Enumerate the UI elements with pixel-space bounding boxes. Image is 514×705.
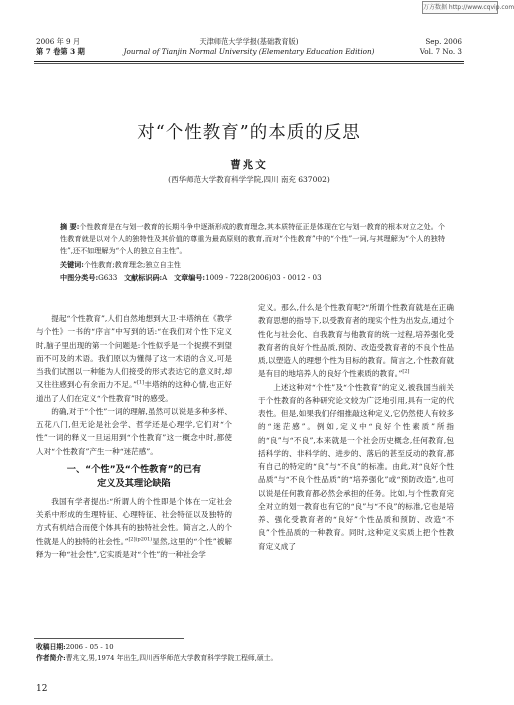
classification-line xyxy=(60,272,445,283)
source-watermark: 万方数据 http://www.cqvip.com xyxy=(422,1,498,14)
citation-ref: [2] xyxy=(402,368,410,375)
body-column-right xyxy=(258,301,454,553)
received-value: 2006 - 05 - 10 xyxy=(65,643,114,651)
keywords-label: 关键词: xyxy=(60,260,84,269)
footnote-rule xyxy=(34,638,184,639)
journal-name-en: Journal of Tianjin Normal University (Elementary Education Edition) xyxy=(123,46,375,56)
article-id-value: 1009 - 7228(2006)03 - 0012 - 03 xyxy=(205,273,322,282)
author-bio xyxy=(36,653,466,663)
section-heading: 一、“个性”及“个性教育”的已有 定义及其理论缺陷 xyxy=(66,463,202,489)
body-paragraph: 提起“个性教育”,人们自然地想到大卫·丰塔纳在《教学与个性》一书的“序言”中写到的话:“在我们对个性下定义时,脑子里出现的第一个问题是:个性似乎是一个捉摸不到望而不可及的术语。我们原以为懂得了这一术语的含义,可是当我们试图以一种能为人们接受的形式表达它的意义时,却又往往感到心有余而力不足。”[1]丰塔纳的这种心情,也正好道出了人们在定义“个性教育”时的感受。 xyxy=(36,314,232,403)
citation-ref: [2](p201) xyxy=(128,535,153,542)
citation-ref: [1] xyxy=(136,379,145,386)
issue-volume: 第 7 卷第 3 期 xyxy=(36,46,85,56)
body-paragraph: 上述这种对“个性”及“个性教育”的定义,被我国当前关于个性教育的各种研究论文较为广泛地引用,具有一定的代表性。但是,如果我们仔细推敲这种定义,它仍然使人有较多的“迷茫感”。例如,定义中“良好个性素质”所指的“良”与“不良”,本来就是一个社会历史概念,任何教育,包括科学的、非科学的、进步的、落后的甚至反动的教育,都有自己的特定的“良”与“不良”的标准。由此,对“良好个性品质”与“不良个性品质”的“培养强化”或“预防改造”,也可以说是任何教育都必然会承担的任务。比如,与个性教育完全对立的划一教育也有它的“良”与“不良”的标准,它也是培养、强化受教育者的“良好”个性品质和预防、改造“不良”个性品质的一种教育。同时,这种定义实质上把个性教育定义成了 xyxy=(258,382,454,551)
clc-label: 中图分类号: xyxy=(60,273,99,282)
issue-date-volume xyxy=(36,37,85,56)
header-rule-thin xyxy=(34,63,464,64)
keywords xyxy=(60,259,445,270)
abstract-text: 个性教育是在与划一教育的长期斗争中逐渐形成的教育理念,其本质特征正是体现在它与划一教育的根本对立之处。个性教育就是以对个人的独特性及其价值的尊重为最高原则的教育,而对“个性教育”中的“个性”一词,与其理解为“个人的独特性”,还不如理解为“个人的独立自主性”。 xyxy=(60,222,445,255)
article-id-label: 文章编号: xyxy=(174,273,206,282)
clc-value: G633 xyxy=(98,273,118,282)
abstract xyxy=(60,221,445,256)
author-affiliation: (西华师范大学教育科学学院,四川 南充 637002) xyxy=(168,175,330,184)
body-column-left xyxy=(36,312,232,561)
received-date xyxy=(36,642,466,652)
doc-code-label: 文献标识码: xyxy=(124,273,163,282)
body-paragraph: 的确,对于“个性”一词的理解,虽然可以说是多种多样、五花八门,但无论是社会学、哲学还是心理学,它们对“个性”一词的释义一旦运用到“个性教育”这一概念中时,都使人对“个性教育”产生一种“迷茫感”。 xyxy=(36,406,232,456)
journal-name-cn: 天津师范大学学报(基础教育版) xyxy=(199,37,299,46)
doc-code-value: A xyxy=(162,273,168,282)
article-author: 曹兆文 xyxy=(230,159,268,171)
author-bio-text: 曹兆文,男,1974 年出生,四川西华师范大学教育科学学院工程师,硕士。 xyxy=(65,654,278,662)
issue-date-volume-en xyxy=(420,37,462,56)
author-bio-label: 作者简介: xyxy=(36,654,66,662)
article-title: 对“个性教育”的本质的反思 xyxy=(137,123,361,143)
received-label: 收稿日期: xyxy=(36,643,66,651)
issue-date: 2006 年 9 月 xyxy=(36,37,81,46)
journal-name xyxy=(110,37,388,56)
body-paragraph: 定义。那么,什么是个性教育呢?“所谓个性教育就是在正确教育思想的指导下,以受教育者的现实个性为出发点,通过个性化与社会化、自我教育与他教育的统一过程,培养强化受教育者的良好个性品质,预防、改造受教育者的不良个性品质,以塑造人的理想个性为目标的教育。简言之,个性教育就是有目的地培养人的良好个性素质的教育。”[2] xyxy=(258,303,454,379)
page-number: 12 xyxy=(36,684,48,694)
issue-volume-en: Vol. 7 No. 3 xyxy=(419,46,462,56)
body-paragraph: 我国有学者提出:“所谓人的个性即是个体在一定社会关系中形成的生理特征、心理特征、社会特征以及独特的方式有机结合而使个体具有的独特社会性。简言之,人的个性就是人的独特的社会性。”$^{[2](p201)}$显然,这里的“个性”被解释为一种“社会性”,它实质是对“个性”的一种社会学 xyxy=(36,496,232,559)
issue-date-en: Sep. 2006 xyxy=(425,37,462,46)
header-rule xyxy=(34,61,464,62)
keywords-text: 个性教育;教育理念;独立自主性 xyxy=(83,260,181,269)
abstract-label: 摘 要: xyxy=(60,222,80,231)
